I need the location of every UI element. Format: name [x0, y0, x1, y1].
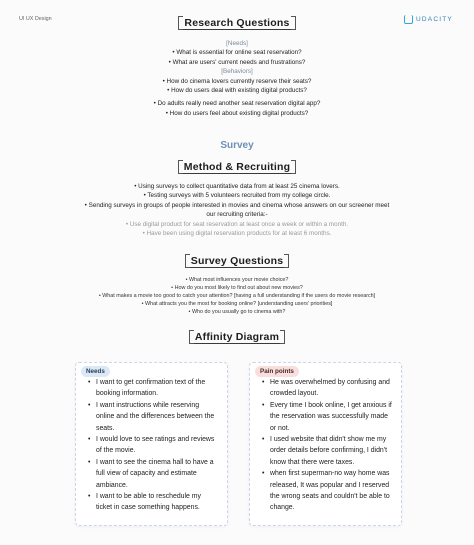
- list-item: order details before confirming, I didn't: [270, 447, 387, 455]
- list-item: • when first superman-no way home was: [262, 468, 398, 479]
- criteria-item: • Have been using digital reservation products for at least 6 months.: [0, 229, 474, 238]
- list-item: • Testing surveys with 5 volunteers recruited from my college circle.: [0, 191, 474, 200]
- list-item: crowded layout.: [270, 390, 319, 398]
- list-item: ambiance.: [96, 481, 128, 489]
- list-item: of the movie.: [96, 447, 136, 455]
- pain-points-tag: Pain points: [255, 366, 299, 377]
- affinity-diagram-title: Affinity Diagram: [0, 331, 474, 344]
- list-item: full view of capacity and estimate: [96, 470, 197, 478]
- list-item: • I want to get confirmation text of the: [88, 377, 224, 388]
- brand-name: UDACITY: [416, 16, 453, 23]
- list-item: • I would love to see ratings and reviews: [88, 434, 224, 445]
- list-item: • I want to see the cinema hall to have a: [88, 457, 224, 468]
- needs-list: [88, 377, 224, 514]
- list-item: • I want to be able to reschedule my: [88, 491, 224, 502]
- list-item: • Using surveys to collect quantitative data from at least 25 cinema lovers.: [0, 182, 474, 191]
- list-item: • He was overwhelmed by confusing and: [262, 377, 398, 388]
- needs-tag: Needs: [81, 366, 110, 377]
- list-item: change.: [270, 504, 295, 512]
- header-label: UI UX Design: [19, 16, 52, 22]
- survey-heading: Survey: [220, 140, 254, 151]
- method-recruiting-title: Method & Recruiting: [0, 161, 474, 174]
- list-item-continuation: our recruiting criteria:-: [206, 211, 268, 219]
- pain-points-card: [249, 362, 402, 526]
- list-item: • What is essential for online seat reservation?: [0, 48, 474, 57]
- list-item: • How do users deal with existing digital products?: [0, 86, 474, 95]
- list-item: • How do cinema lovers currently reserve their seats?: [0, 77, 474, 86]
- pain-points-list: [262, 377, 398, 514]
- research-questions-title: Research Questions: [0, 17, 474, 30]
- list-item: • Who do you usually go to cinema with?: [188, 309, 286, 315]
- research-questions-list: [0, 39, 474, 118]
- list-item: released, It was popular and I reserved: [270, 481, 390, 489]
- list-item: • What makes a movie too good to catch your attention? [having a full understanding if the users do movie research]: [98, 293, 376, 299]
- list-item: • Do adults really need another seat reservation digital app?: [0, 99, 474, 108]
- survey-questions-title: Survey Questions: [0, 255, 474, 268]
- list-item: • What are users' current needs and frustrations?: [0, 58, 474, 67]
- behaviors-group-label: [Behaviors]: [221, 68, 253, 76]
- list-item: booking information.: [96, 390, 159, 398]
- list-item: • Sending surveys in groups of people interested in movies and cinema whose answers on our screener meet: [0, 201, 474, 210]
- list-item: the reservation was successfully made: [270, 413, 388, 421]
- list-item: • How do users feel about existing digital products?: [0, 109, 474, 118]
- list-item: seats.: [96, 424, 115, 432]
- list-item: • How do you most likely to find out about new movies?: [171, 285, 303, 291]
- list-item: the wrong seats and couldn't be able to: [270, 493, 390, 501]
- method-list: [0, 182, 474, 238]
- needs-card: [75, 362, 228, 526]
- needs-group-label: [Needs]: [226, 40, 248, 47]
- list-item: • I want instructions while reserving: [88, 400, 224, 411]
- list-item: online and the differences between the: [96, 413, 215, 421]
- list-item: • What attracts you the most for booking online? [understanding users' priorities]: [141, 301, 333, 307]
- list-item: or not.: [270, 424, 290, 432]
- list-item: • What most influences your movie choice?: [185, 277, 289, 283]
- list-item: ticket in case something happens.: [96, 504, 200, 512]
- survey-questions-list: [0, 276, 474, 316]
- list-item: know that there were taxes.: [270, 458, 355, 466]
- criteria-item: • Use digital product for seat reservation at least once a week or within a month.: [0, 220, 474, 229]
- list-item: • I used website that didn't show me my: [262, 434, 398, 445]
- list-item: • Every time I book online, I get anxious if: [262, 400, 398, 411]
